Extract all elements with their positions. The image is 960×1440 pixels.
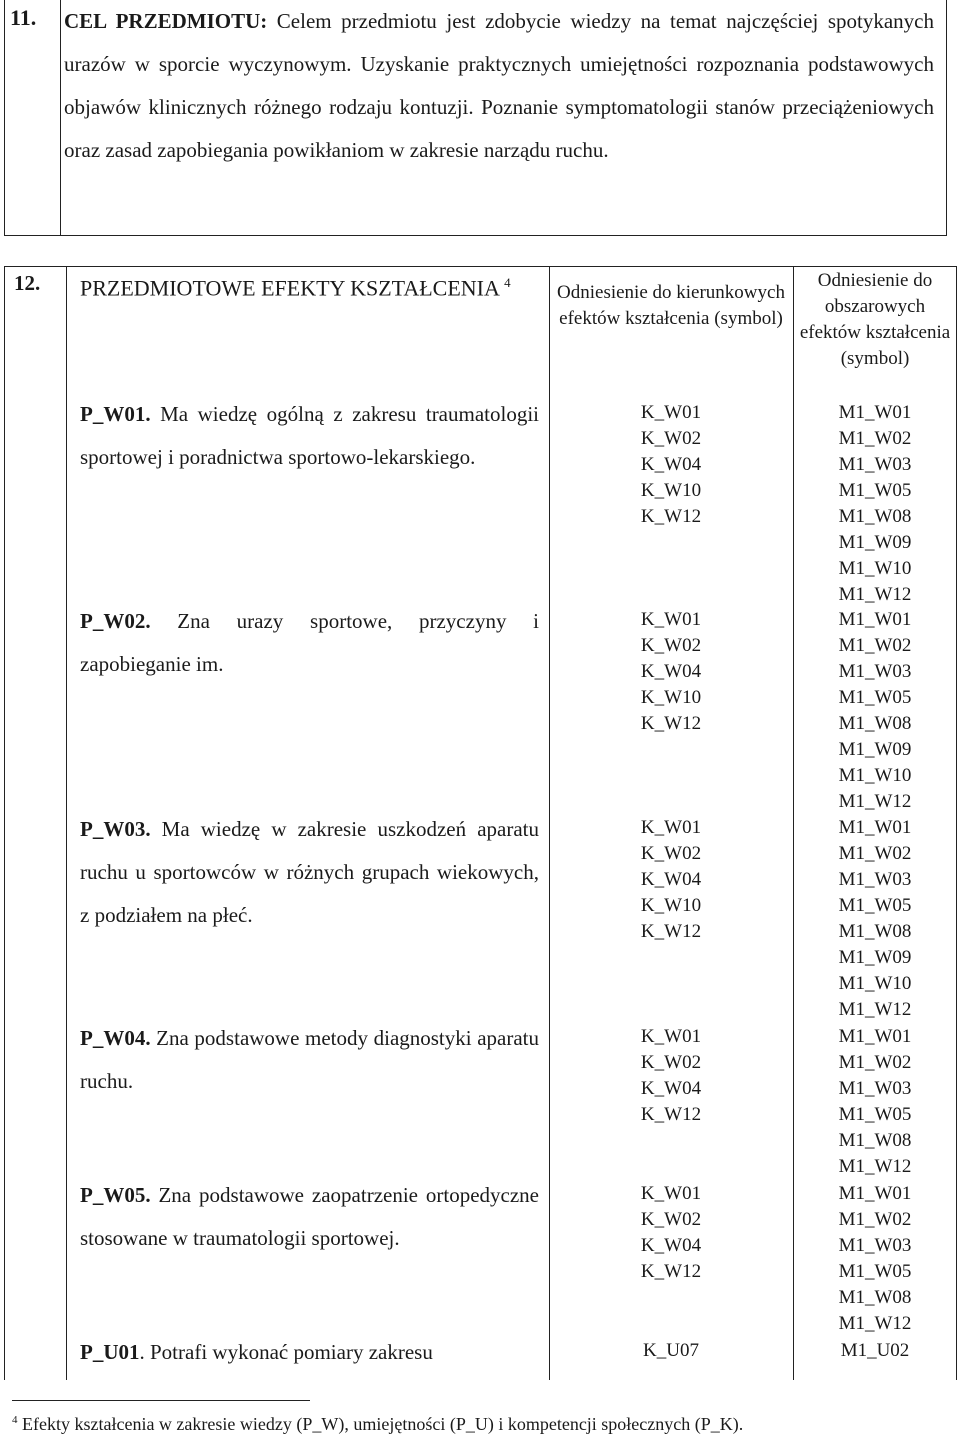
footnote-marker: 4 bbox=[12, 1414, 18, 1426]
area-outcome-code: M1_W03 bbox=[838, 1235, 912, 1256]
outcome-code: P_W04. bbox=[80, 1026, 151, 1050]
area-outcome-code: M1_W10 bbox=[838, 973, 912, 994]
area-outcome-code: M1_W01 bbox=[838, 1183, 912, 1204]
field-outcome-code: K_W12 bbox=[640, 921, 702, 942]
field-outcome-codes bbox=[552, 1024, 790, 1128]
area-outcome-code: M1_U02 bbox=[840, 1340, 910, 1361]
field-outcome-codes bbox=[552, 1338, 790, 1364]
field-outcome-code: K_W10 bbox=[640, 480, 702, 501]
field-outcome-code: K_W12 bbox=[640, 1104, 702, 1125]
outcome-text: . Potrafi wykonać pomiary zakresu bbox=[139, 1340, 433, 1364]
field-outcome-code: K_W02 bbox=[640, 428, 702, 449]
course-objective-label: CEL PRZEDMIOTU: bbox=[64, 9, 268, 33]
area-outcome-code: M1_W01 bbox=[838, 402, 912, 423]
learning-outcomes-title: PRZEDMIOTOWE EFEKTY KSZTAŁCENIA bbox=[80, 275, 499, 301]
field-outcome-code: K_W04 bbox=[640, 1078, 702, 1099]
learning-outcome bbox=[80, 808, 539, 937]
field-outcome-code: K_W02 bbox=[640, 635, 702, 656]
outcome-text: Zna podstawowe metody diagnostyki aparatu ruchu. bbox=[80, 1026, 539, 1093]
area-outcome-code: M1_W02 bbox=[838, 843, 912, 864]
course-objective bbox=[64, 0, 934, 172]
field-outcome-codes bbox=[552, 815, 790, 945]
field-outcome-code: K_W12 bbox=[640, 1261, 702, 1282]
field-outcome-code: K_W04 bbox=[640, 1235, 702, 1256]
footnote-divider bbox=[12, 1400, 310, 1401]
area-outcome-code: M1_W08 bbox=[838, 506, 912, 527]
area-outcome-code: M1_W05 bbox=[838, 687, 912, 708]
field-outcome-codes bbox=[552, 400, 790, 530]
column-divider bbox=[793, 266, 794, 1380]
learning-outcome bbox=[80, 393, 539, 479]
area-outcome-code: M1_W12 bbox=[838, 1156, 912, 1177]
field-outcome-code: K_W01 bbox=[640, 1026, 702, 1047]
outcome-code: P_U01 bbox=[80, 1340, 140, 1364]
field-outcome-code: K_W12 bbox=[640, 713, 702, 734]
outcome-code: P_W01. bbox=[80, 402, 151, 426]
course-objective-text: Celem przedmiotu jest zdobycie wiedzy na temat najczęściej spotykanych urazów w sporcie wyczynowym. Uzyskanie praktycznych umiejętności rozpoznania podstawowych objawów klinicznych różnego rodzaju kontuzji. Poznanie symptomatologii stanów przeciążeniowych oraz zasad zapobiegania powikłaniom w zakresie narządu ruchu. bbox=[64, 9, 934, 162]
area-outcome-code: M1_W03 bbox=[838, 661, 912, 682]
outcome-code: P_W05. bbox=[80, 1183, 151, 1207]
area-outcome-code: M1_W08 bbox=[838, 713, 912, 734]
area-outcome-code: M1_W12 bbox=[838, 791, 912, 812]
column-divider bbox=[66, 266, 67, 1380]
area-outcome-code: M1_W02 bbox=[838, 1209, 912, 1230]
section-12-number: 12. bbox=[14, 271, 41, 295]
area-outcome-codes bbox=[796, 1024, 954, 1180]
area-outcome-code: M1_W09 bbox=[838, 532, 912, 553]
footnote-text: Efekty kształcenia w zakresie wiedzy (P_W), umiejętności (P_U) i kompetencji społecznych (P_K). bbox=[17, 1414, 744, 1434]
field-outcome-code: K_W10 bbox=[640, 687, 702, 708]
area-outcome-code: M1_W03 bbox=[838, 869, 912, 890]
area-outcome-code: M1_W09 bbox=[838, 739, 912, 760]
field-outcome-code: K_U07 bbox=[643, 1340, 699, 1361]
area-outcome-codes bbox=[796, 1181, 954, 1337]
field-outcome-code: K_W01 bbox=[640, 817, 702, 838]
area-outcome-code: M1_W12 bbox=[838, 999, 912, 1020]
field-outcome-codes bbox=[552, 1181, 790, 1285]
area-outcome-code: M1_W08 bbox=[838, 921, 912, 942]
area-outcome-code: M1_W10 bbox=[838, 558, 912, 579]
outcome-code: P_W02. bbox=[80, 609, 151, 633]
footnote bbox=[12, 1414, 743, 1435]
area-outcome-codes bbox=[796, 607, 954, 815]
area-outcome-code: M1_W12 bbox=[838, 1313, 912, 1334]
outcome-code: P_W03. bbox=[80, 817, 151, 841]
learning-outcome bbox=[80, 1174, 539, 1260]
outcome-text: Zna urazy sportowe, przyczyny i zapobieganie im. bbox=[80, 609, 539, 676]
section-11-number: 11. bbox=[10, 5, 37, 30]
area-outcomes-header: Odniesienie do obszarowych efektów kształcenia (symbol) bbox=[799, 270, 951, 369]
area-outcome-codes bbox=[796, 1338, 954, 1364]
field-outcome-code: K_W12 bbox=[640, 506, 702, 527]
outcome-text: Ma wiedzę ogólną z zakresu traumatologii sportowej i poradnictwa sportowo-lekarskiego. bbox=[80, 402, 539, 469]
field-outcome-code: K_W10 bbox=[640, 895, 702, 916]
field-outcome-codes bbox=[552, 607, 790, 737]
area-outcome-code: M1_W02 bbox=[838, 428, 912, 449]
field-outcome-code: K_W04 bbox=[640, 661, 702, 682]
field-outcome-code: K_W04 bbox=[640, 869, 702, 890]
area-outcome-code: M1_W05 bbox=[838, 480, 912, 501]
field-outcome-code: K_W02 bbox=[640, 1209, 702, 1230]
field-outcomes-header: Odniesienie do kierunkowych efektów kształcenia (symbol) bbox=[557, 282, 785, 329]
area-outcome-code: M1_W09 bbox=[838, 947, 912, 968]
area-outcome-codes bbox=[796, 815, 954, 1023]
field-outcome-code: K_W02 bbox=[640, 843, 702, 864]
field-outcome-code: K_W04 bbox=[640, 454, 702, 475]
area-outcome-code: M1_W05 bbox=[838, 1104, 912, 1125]
area-outcome-code: M1_W05 bbox=[838, 1261, 912, 1282]
column-divider bbox=[60, 0, 61, 235]
outcome-text: Ma wiedzę w zakresie uszkodzeń aparatu ruchu u sportowców w różnych grupach wiekowych, z podziałem na płeć. bbox=[80, 817, 539, 927]
field-outcome-code: K_W02 bbox=[640, 1052, 702, 1073]
area-outcome-code: M1_W08 bbox=[838, 1287, 912, 1308]
area-outcome-code: M1_W08 bbox=[838, 1130, 912, 1151]
column-divider bbox=[549, 266, 550, 1380]
footnote-ref: 4 bbox=[504, 275, 511, 290]
outcome-text: Zna podstawowe zaopatrzenie ortopedyczne stosowane w traumatologii sportowej. bbox=[80, 1183, 539, 1250]
field-outcome-code: K_W01 bbox=[640, 402, 702, 423]
area-outcome-code: M1_W03 bbox=[838, 1078, 912, 1099]
area-outcome-code: M1_W01 bbox=[838, 817, 912, 838]
area-outcome-code: M1_W10 bbox=[838, 765, 912, 786]
field-outcome-code: K_W01 bbox=[640, 1183, 702, 1204]
learning-outcome bbox=[80, 600, 539, 686]
area-outcome-code: M1_W02 bbox=[838, 1052, 912, 1073]
area-outcome-code: M1_W05 bbox=[838, 895, 912, 916]
area-outcome-code: M1_W12 bbox=[838, 584, 912, 605]
area-outcome-code: M1_W01 bbox=[838, 1026, 912, 1047]
area-outcome-code: M1_W02 bbox=[838, 635, 912, 656]
learning-outcomes-header bbox=[80, 268, 511, 302]
area-outcome-codes bbox=[796, 400, 954, 608]
area-outcome-code: M1_W01 bbox=[838, 609, 912, 630]
area-outcome-code: M1_W03 bbox=[838, 454, 912, 475]
learning-outcome bbox=[80, 1017, 539, 1103]
field-outcome-code: K_W01 bbox=[640, 609, 702, 630]
learning-outcome bbox=[80, 1331, 539, 1374]
